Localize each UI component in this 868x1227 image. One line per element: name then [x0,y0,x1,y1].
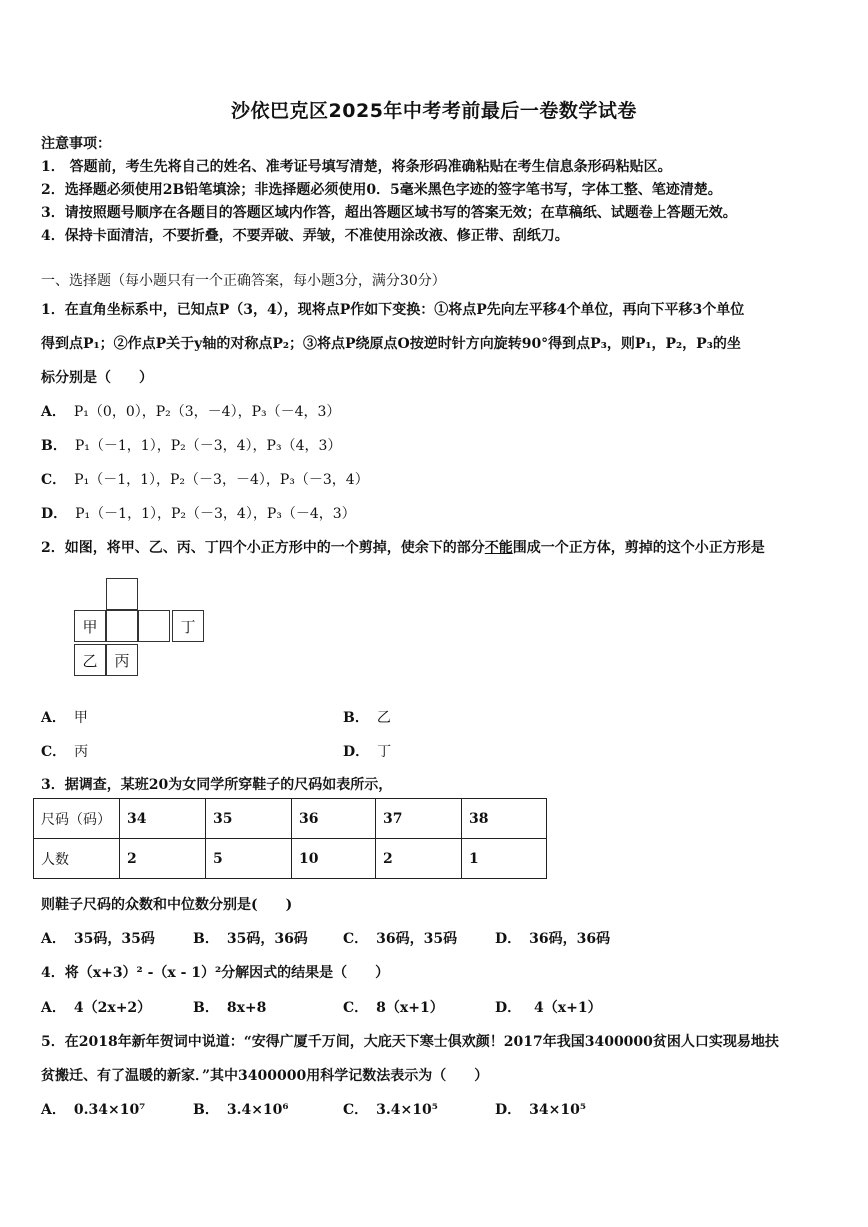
option-key: A． [41,1000,66,1016]
table-cell: 10 [292,839,376,879]
q3-option-d [495,928,610,948]
note-item-1: 1． 答题前，考生先将自己的姓名、准考证号填写清楚，将条形码准确粘贴在考生信息条形码粘贴区。 [41,159,672,175]
q4-option-a [41,997,151,1017]
net-cell-top [106,578,138,610]
q2-stem-post: 围成一个正方体，剪掉的这个小正方形是 [512,540,765,556]
option-key: D． [41,506,68,522]
q3-after-table: 则鞋子尺码的众数和中位数分别是( ) [41,897,293,913]
option-text: 35码，36码 [226,931,308,947]
q1-option-d [41,503,356,523]
option-text: 35码，35码 [73,931,155,947]
net-cell-middle [106,610,138,642]
option-text: P₁（－1，1），P₂（－3，－4），P₃（－3，4） [74,472,369,488]
option-key: D． [343,744,370,760]
option-key: B． [193,931,219,947]
option-text: 8（x+1） [376,1000,444,1016]
table-cell: 38 [462,799,547,839]
option-key: B． [193,1102,219,1118]
option-text: 乙 [376,710,391,726]
option-key: C． [41,472,67,488]
q4-option-d [495,997,602,1017]
option-text: 4（2x+2） [73,1000,152,1016]
option-text: P₁（－1，1），P₂（－3，4），P₃（－4，3） [75,506,356,522]
option-key: A． [41,1102,66,1118]
option-key: C． [343,1000,369,1016]
net-cell-ding: 丁 [172,610,204,642]
q5-option-a [41,1099,145,1119]
net-cell-bing: 丙 [106,644,138,676]
table-cell: 37 [376,799,462,839]
option-text: 36码，36码 [529,931,611,947]
option-text: 0.34×10⁷ [73,1102,146,1118]
option-text: 甲 [73,710,88,726]
option-text: P₁（0，0），P₂（3，－4），P₃（－4，3） [73,404,341,420]
q3-option-a [41,928,155,948]
option-key: A． [41,404,66,420]
option-key: D． [495,1102,522,1118]
note-item-2: 2．选择题必须使用2B铅笔填涂；非选择题必须使用0．5毫米黑色字迹的签字笔书写，字体工整、笔迹清楚。 [41,182,722,198]
q2-stem [41,537,765,557]
q5-option-d [495,1099,586,1119]
table-cell: 36 [292,799,376,839]
table-row [34,799,547,839]
q3-option-c [343,928,457,948]
option-key: C． [41,744,67,760]
section-heading: 一、选择题（每小题只有一个正确答案，每小题3分，满分30分） [41,273,446,289]
note-item-4: 4．保持卡面清洁，不要折叠，不要弄破、弄皱，不准使用涂改液、修正带、刮纸刀。 [41,228,569,244]
q1-option-c [41,469,369,489]
option-text: 3.4×10⁵ [376,1102,438,1118]
q5-stem-line2: 贫搬迁、有了温暖的新家．”其中3400000用科学记数法表示为（ ） [41,1068,489,1084]
option-key: C． [343,931,369,947]
q3-stem: 3．据调查，某班20为女同学所穿鞋子的尺码如表所示， [41,777,393,793]
q2-stem-pre: 2．如图，将甲、乙、丙、丁四个小正方形中的一个剪掉，使余下的部分 [41,540,485,556]
q2-option-d [343,741,391,761]
option-key: B． [193,1000,219,1016]
note-item-3: 3．请按照题号顺序在各题目的答题区域内作答，超出答题区域书写的答案无效；在草稿纸、试题卷上答题无效。 [41,205,737,221]
q2-option-c [41,741,88,761]
table-cell: 34 [120,799,206,839]
q3-option-b [193,928,308,948]
table-cell: 5 [206,839,292,879]
option-key: B． [343,710,369,726]
cube-net-figure [74,578,214,678]
q4-stem: 4．将（x+3）² -（x - 1）²分解因式的结果是（ ） [41,965,390,981]
shoe-size-table [33,798,547,879]
option-key: D． [495,1000,522,1016]
notes-heading: 注意事项： [41,136,111,152]
option-text: 4（x+1） [529,1000,602,1016]
q5-option-b [193,1099,289,1119]
q2-stem-underlined: 不能 [484,540,513,556]
option-text: P₁（－1，1），P₂（－3，4），P₃（4，3） [74,438,342,454]
q2-option-a [41,707,88,727]
q1-option-a [41,401,340,421]
q4-option-b [193,997,266,1017]
option-text: 34×10⁵ [529,1102,586,1118]
q4-option-c [343,997,444,1017]
option-key: D． [495,931,522,947]
q2-option-b [343,707,391,727]
q1-stem-line1: 1．在直角坐标系中，已知点P（3，4），现将点P作如下变换：①将点P先向左平移4个单位，再向下平移3个单位 [41,302,745,318]
table-cell: 人数 [34,839,120,879]
net-cell-yi: 乙 [74,644,106,676]
option-text: 36码，35码 [376,931,458,947]
option-key: A． [41,931,66,947]
table-cell: 2 [120,839,206,879]
table-row [34,839,547,879]
q1-stem-line3: 标分别是（ ） [41,370,153,386]
net-cell-jia: 甲 [74,610,106,642]
option-key: B． [41,438,67,454]
option-text: 3.4×10⁶ [226,1102,289,1118]
q5-stem-line1: 5．在2018年新年贺词中说道：“安得广厦千万间，大庇天下寒士俱欢颜！2017年我国3400000贫困人口实现易地扶 [41,1034,779,1050]
option-key: A． [41,710,66,726]
table-cell: 2 [376,839,462,879]
option-text: 丁 [377,744,392,760]
table-cell: 尺码（码） [34,799,120,839]
option-key: C． [343,1102,369,1118]
table-cell: 1 [462,839,547,879]
option-text: 8x+8 [226,1000,267,1016]
q1-option-b [41,435,341,455]
net-cell-right [138,610,170,642]
table-cell: 35 [206,799,292,839]
option-text: 丙 [74,744,89,760]
page-title: 沙依巴克区2025年中考考前最后一卷数学试卷 [231,100,637,122]
q1-stem-line2: 得到点P₁；②作点P关于y轴的对称点P₂；③将点P绕原点O按逆时针方向旋转90°得到点P₃，则P₁，P₂，P₃的坐 [41,336,741,352]
q5-option-c [343,1099,438,1119]
